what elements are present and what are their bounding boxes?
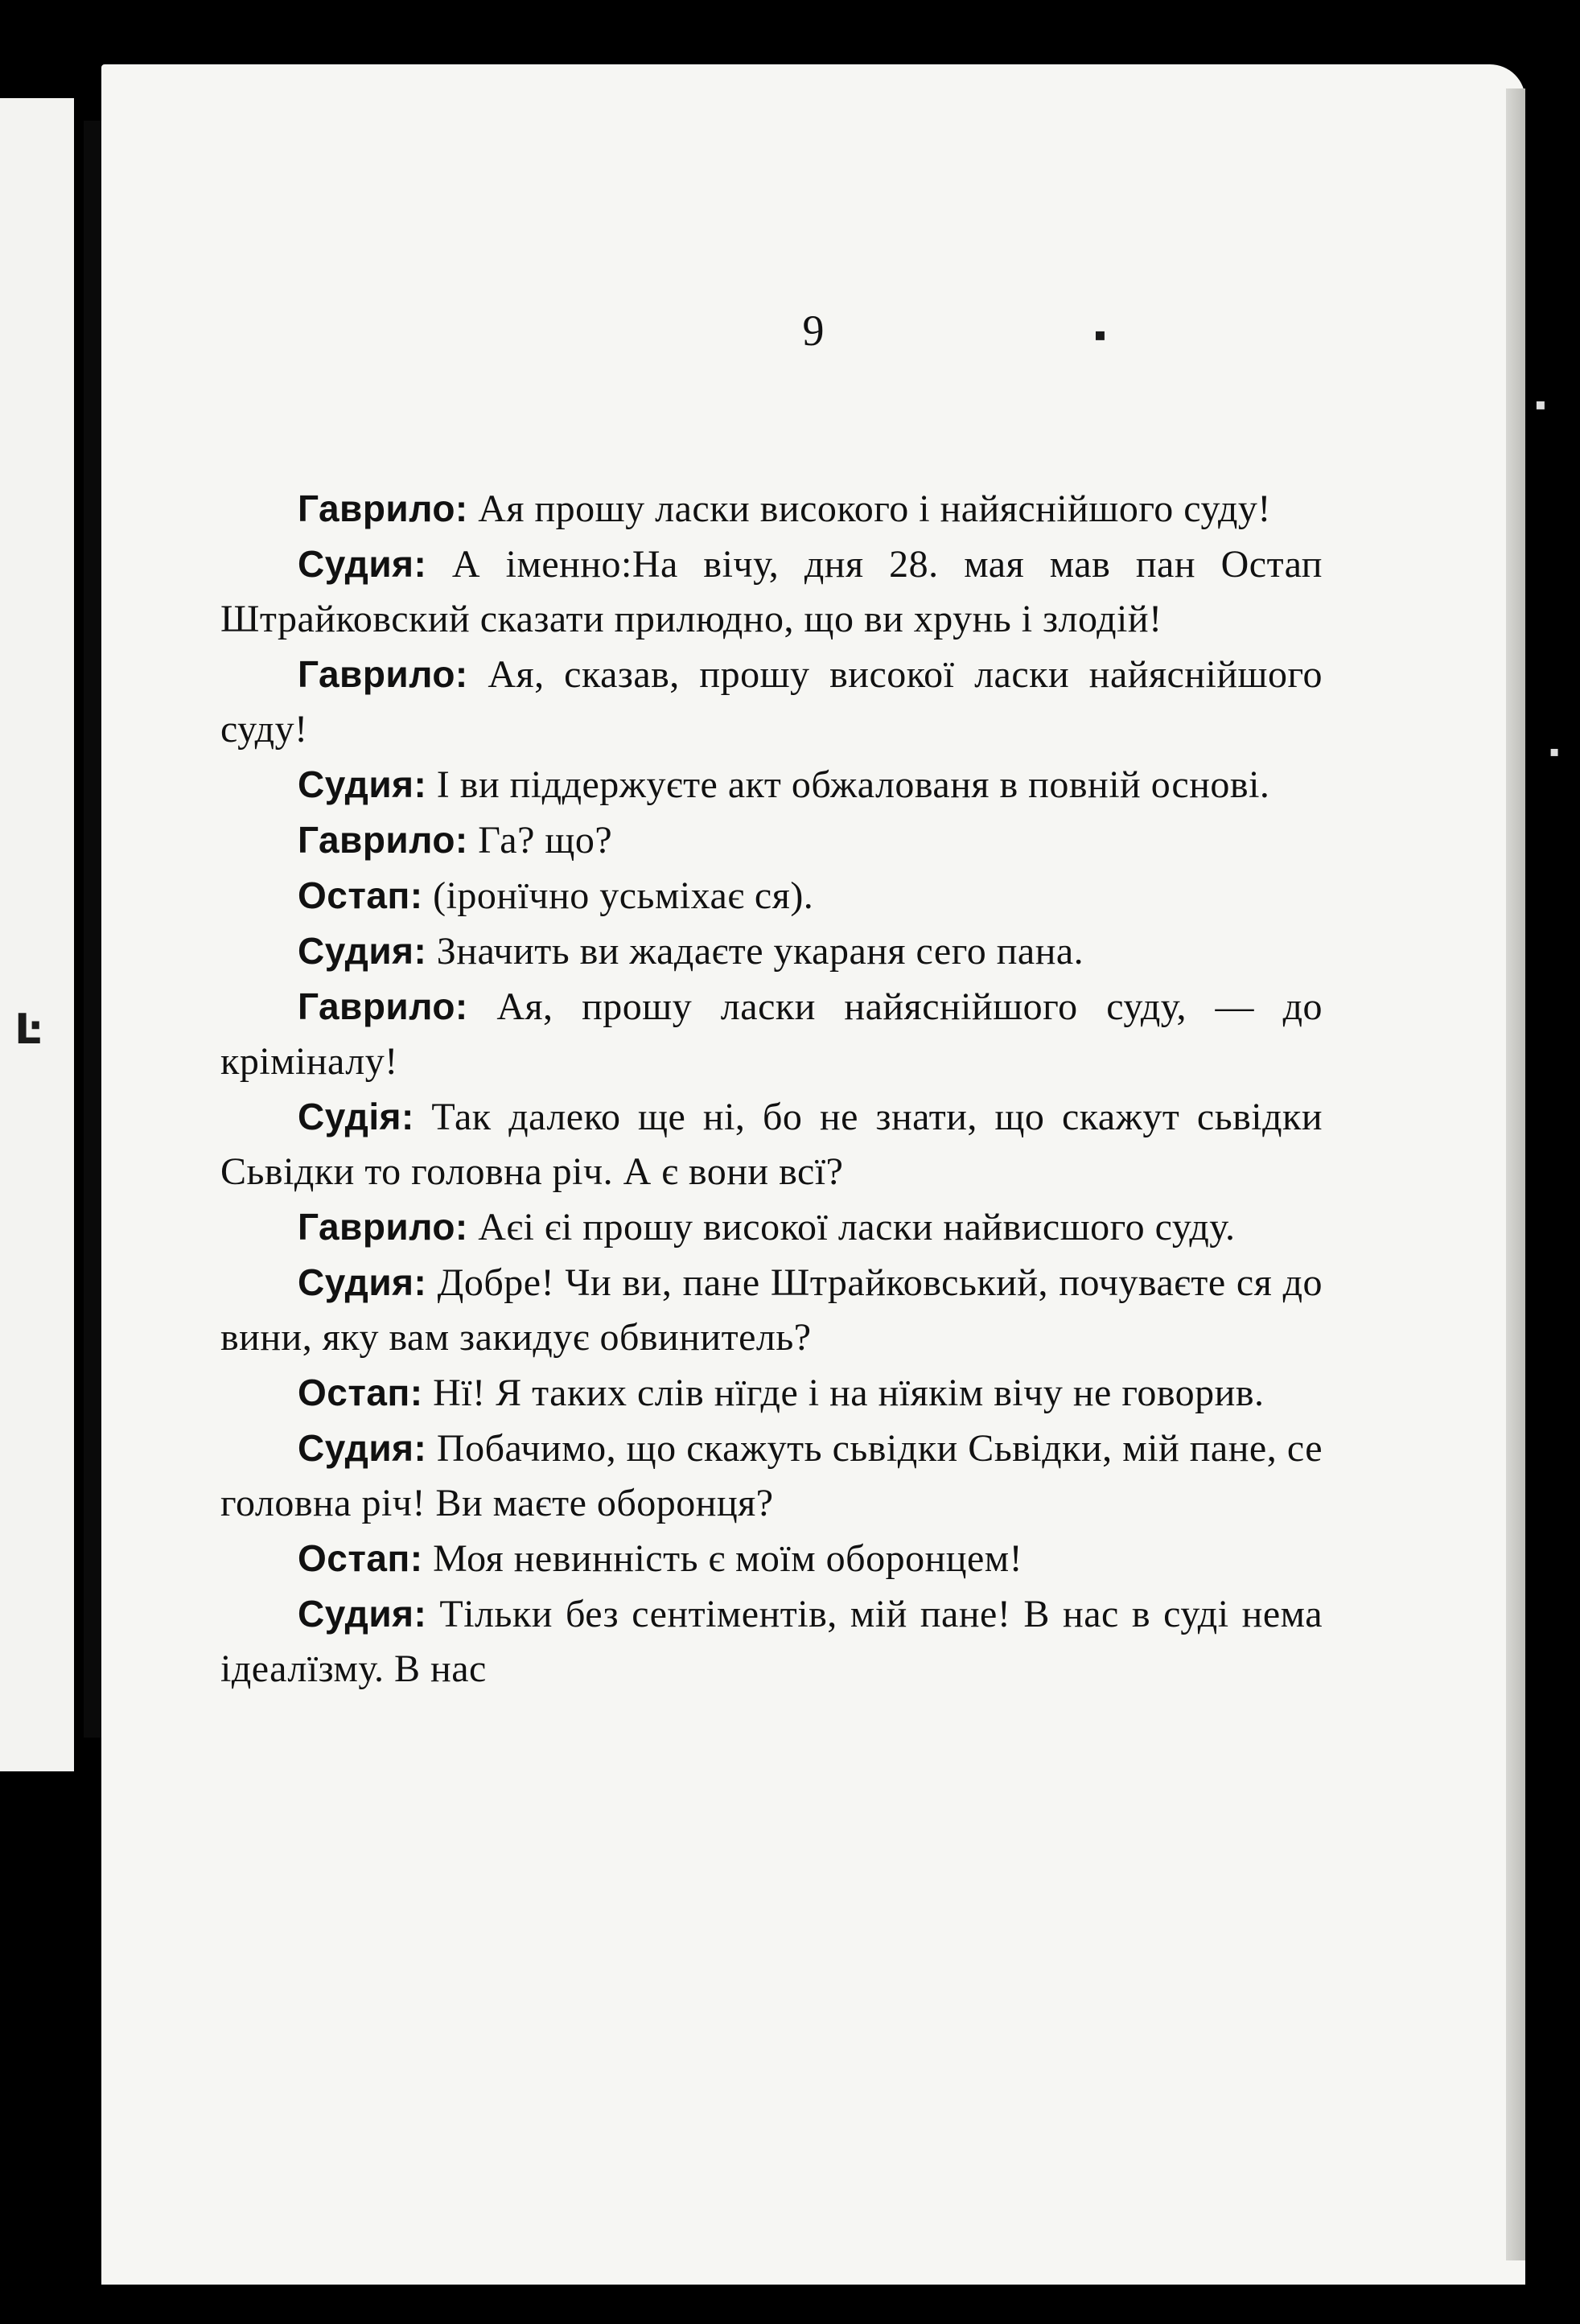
speech-text: Ая, сказав, прошу високої ласки найяснійшого суду!	[220, 653, 1323, 751]
speaker-name: Гаврило:	[298, 985, 468, 1027]
speech-text: Аєі єі прошу високої ласки найвисшого суду.	[478, 1206, 1236, 1248]
speech-text: Ая, прошу ласки найяснійшого суду, — до кріміналу!	[220, 985, 1323, 1083]
speech-text: Значить ви жадаєте укараня сего пана.	[436, 930, 1084, 973]
dialogue-text	[220, 481, 1323, 1697]
speech-text: Га? що?	[478, 819, 613, 862]
speech-text: А іменно:На вічу, дня 28. мая мав пан Остап Штрайковский сказати прилюдно, що ви хрунь і злодій!	[220, 543, 1323, 640]
speaker-name: Судия:	[298, 763, 427, 805]
dialogue-turn	[220, 1586, 1323, 1697]
speaker-name: Гаврило:	[298, 487, 468, 529]
speaker-name: Судия:	[298, 1427, 427, 1469]
speaker-name: Гаврило:	[298, 1206, 468, 1248]
speaker-name: Гаврило:	[298, 653, 468, 695]
dialogue-turn	[220, 1089, 1323, 1199]
speech-text: І ви піддержуєте акт обжалованя в повній основі.	[436, 763, 1270, 806]
dialogue-turn	[220, 1531, 1323, 1586]
speech-text: Побачимо, що скажуть сьвідки Сьвідки, мій пане, се головна річ! Ви маєте оборонця?	[220, 1427, 1323, 1524]
scan-speck: ▪	[1535, 394, 1546, 413]
dialogue-turn	[220, 868, 1323, 923]
scan-speck: Ŀ	[14, 1006, 42, 1054]
scan-speck: ▪	[1549, 743, 1560, 760]
dialogue-turn	[220, 537, 1323, 647]
dialogue-turn	[220, 1365, 1323, 1421]
speech-text: Тільки без сентіментів, мій пане! В нас в суді нема ідеалїзму. В нас	[220, 1593, 1323, 1690]
dialogue-turn	[220, 1199, 1323, 1255]
speaker-name: Судия:	[298, 1261, 427, 1303]
speaker-name: Гаврило:	[298, 819, 468, 861]
speech-text: Ая прошу ласки високого і найяснійшого суду!	[478, 487, 1271, 530]
scan-speck: ▪	[1094, 325, 1106, 345]
dialogue-turn	[220, 812, 1323, 868]
dialogue-turn	[220, 481, 1323, 537]
page-edge-shadow	[1506, 88, 1525, 2260]
dialogue-turn	[220, 923, 1323, 979]
dialogue-turn	[220, 757, 1323, 812]
speech-text: (іронїчно усьміхає ся).	[433, 874, 814, 917]
speaker-name: Судия:	[298, 543, 427, 585]
speaker-name: Остап:	[298, 1537, 423, 1579]
speech-text: Моя невинність є моїм оборонцем!	[433, 1537, 1023, 1580]
facing-page-strip	[0, 98, 74, 1771]
speaker-name: Остап:	[298, 874, 423, 916]
dialogue-turn	[220, 647, 1323, 757]
dialogue-turn	[220, 1255, 1323, 1365]
speaker-name: Судия:	[298, 930, 427, 972]
speech-text: Добре! Чи ви, пане Штрайковський, почуваєте ся до вини, яку вам закидує обвинитель?	[220, 1261, 1323, 1359]
speech-text: Нї! Я таких слів нїгде і на нїякім вічу не говорив.	[433, 1372, 1265, 1414]
dialogue-turn	[220, 1421, 1323, 1531]
speaker-name: Судія:	[298, 1096, 414, 1137]
book-gutter	[84, 121, 101, 1738]
dialogue-turn	[220, 979, 1323, 1089]
speech-text: Так далеко ще ні, бо не знати, що скажут сьвідки Сьвідки то головна річ. А є вони всї?	[220, 1096, 1323, 1193]
book-page	[101, 64, 1525, 2285]
page-number: 9	[802, 306, 825, 355]
speaker-name: Судия:	[298, 1593, 427, 1635]
speaker-name: Остап:	[298, 1372, 423, 1413]
